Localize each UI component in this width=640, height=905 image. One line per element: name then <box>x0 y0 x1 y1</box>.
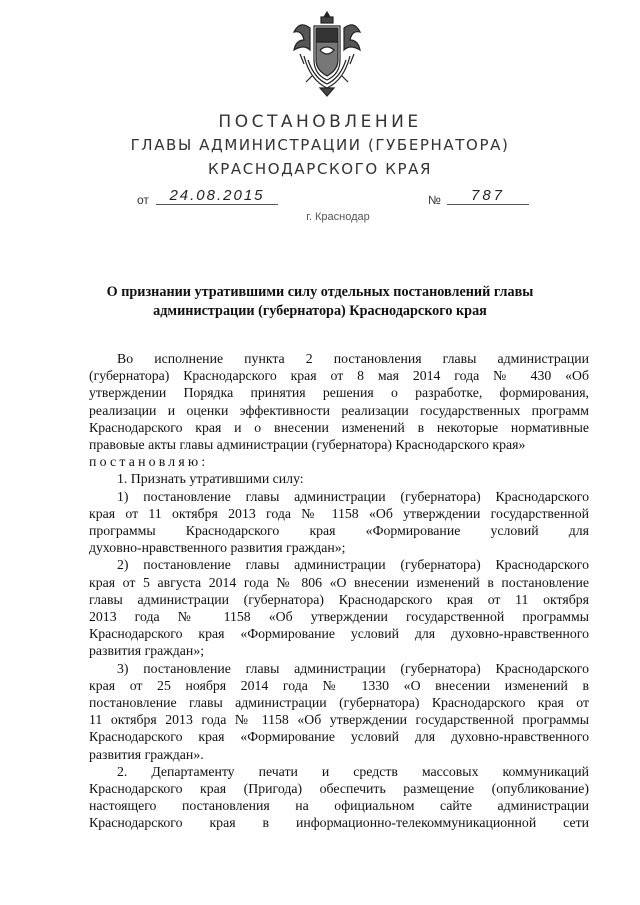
date-value: 24.08.2015 <box>156 187 278 205</box>
body-line: 1. Признать утратившими силу: <box>117 471 304 487</box>
date-label: от <box>137 193 149 207</box>
decree-word: постановляю: <box>89 454 209 470</box>
body-line: развития граждан»; <box>89 643 205 659</box>
date-number-line <box>0 187 640 213</box>
body-line: Краснодарского края (Пригода) обеспечить размещение (опубликование) <box>89 781 589 797</box>
city-label: г. Краснодар <box>306 211 370 223</box>
body-line: программы Краснодарского края «Формирование условий для <box>89 523 589 539</box>
body-line: края от 25 ноября 2014 года № 1330 «О внесении изменений в <box>89 677 589 693</box>
body-line: Краснодарского края в информационно-телекоммуникационной сети <box>89 815 589 831</box>
body-line: 11 октября 2013 года № 1158 «Об утверждении государственной программы <box>89 712 589 728</box>
body-line: Краснодарского края «Формирование условий для духовно-нравственного <box>89 729 589 745</box>
body-line: главы администрации (губернатора) Краснодарского края от 11 октября <box>89 591 589 607</box>
title-line: О признании утратившими силу отдельных постановлений главы <box>106 284 534 300</box>
body-line: 2. Департаменту печати и средств массовых коммуникаций <box>117 763 589 779</box>
body-line: 2) постановление главы администрации (губернатора) Краснодарского <box>117 557 589 573</box>
body-line: 3) постановление главы администрации (губернатора) Краснодарского <box>117 660 589 676</box>
title-line: администрации (губернатора) Краснодарского края <box>153 303 487 319</box>
body-line: (губернатора) Краснодарского края от 8 мая 2014 года № 430 «Об <box>89 368 589 384</box>
body-line: развития граждан». <box>89 746 204 762</box>
body-line: утверждении Порядка принятия решения о разработке, формирования, <box>89 385 589 401</box>
body-line: Во исполнение пункта 2 постановления главы администрации <box>117 351 589 366</box>
doc-type-heading: ПОСТАНОВЛЕНИЕ <box>218 112 422 132</box>
body-line: постановление главы администрации (губернатора) Краснодарского края от <box>89 695 589 711</box>
number-label: № <box>428 193 441 207</box>
body-line: 2013 года № 1158 «Об утверждении государственной программы <box>89 609 589 625</box>
document-title <box>100 283 540 321</box>
body-line: Краснодарского края и о внесении изменений в некоторые нормативные <box>89 419 589 435</box>
issuer-heading-line2: КРАСНОДАРСКОГО КРАЯ <box>208 160 432 178</box>
body-line: Краснодарского края «Формирование условий для духовно-нравственного <box>89 626 589 642</box>
body-line: духовно-нравственного развития граждан»; <box>89 540 346 556</box>
body-line: края от 5 августа 2014 года № 806 «О внесении изменений в постановление <box>89 574 589 590</box>
body-line: 1) постановление главы администрации (губернатора) Краснодарского <box>117 488 589 504</box>
body-line: края от 11 октября 2013 года № 1158 «Об утверждении государственной <box>89 505 589 521</box>
issuer-heading-line1: ГЛАВЫ АДМИНИСТРАЦИИ (ГУБЕРНАТОРА) <box>130 136 510 154</box>
body-line: настоящего постановления на официальном сайте администрации <box>89 798 589 814</box>
coat-of-arms-emblem <box>290 10 364 98</box>
body-line: реализации и оценки эффективности реализации государственных программ <box>89 402 589 418</box>
body-line: правовые акты главы администрации (губернатора) Краснодарского края» <box>89 437 526 453</box>
document-body <box>89 350 589 832</box>
number-value: 787 <box>447 187 529 205</box>
